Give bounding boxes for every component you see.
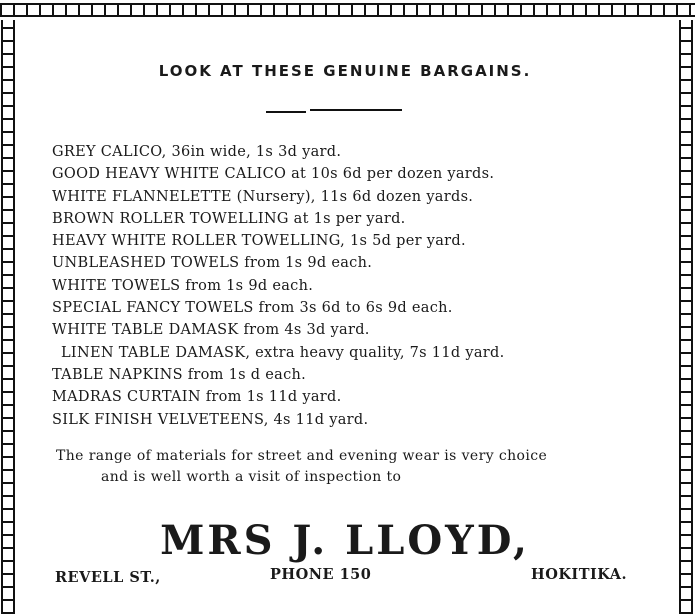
decorative-rule <box>262 108 402 114</box>
bargain-item: HEAVY WHITE ROLLER TOWELLING, 1s 5d per yard. <box>52 233 466 250</box>
bargain-item: MADRAS CURTAIN from 1s 11d yard. <box>52 389 342 406</box>
bargain-item: TABLE NAPKINS from 1s d each. <box>52 366 307 383</box>
rule-segment-long <box>310 109 402 111</box>
bargain-item: GOOD HEAVY WHITE CALICO at 10s 6d per dozen yards. <box>52 166 495 183</box>
ornamental-border-top <box>0 0 695 22</box>
bargain-item: WHITE TABLE DAMASK from 4s 3d yard. <box>52 322 370 339</box>
blurb-line-1: The range of materials for street and evening wear is very choice <box>56 448 548 464</box>
advert-headline: LOOK AT THESE GENUINE BARGAINS. <box>158 62 532 80</box>
merchant-name: MRS J. LLOYD, <box>160 517 530 564</box>
blurb-line-2: and is well worth a visit of inspection to <box>101 469 402 485</box>
bargain-item: UNBLEASHED TOWELS from 1s 9d each. <box>52 255 373 272</box>
bargain-item: WHITE FLANNELETTE (Nursery), 11s 6d dozen yards. <box>52 188 474 205</box>
bargain-item: WHITE TOWELS from 1s 9d each. <box>52 277 314 294</box>
bargain-list <box>52 141 505 431</box>
rule-segment-short <box>266 111 306 113</box>
advert-blurb <box>56 446 676 488</box>
bargain-item: SILK FINISH VELVETEENS, 4s 11d yard. <box>52 411 369 428</box>
street-address: REVELL ST., <box>55 569 161 586</box>
bargain-item: GREY CALICO, 36in wide, 1s 3d yard. <box>52 144 342 160</box>
bargain-item: BROWN ROLLER TOWELLING at 1s per yard. <box>52 210 406 227</box>
bargain-item: LINEN TABLE DAMASK, extra heavy quality, 7s 11d yard. <box>61 344 505 361</box>
town-name: HOKITIKA. <box>531 566 628 583</box>
bargain-item: SPECIAL FANCY TOWELS from 3s 6d to 6s 9d each. <box>52 300 453 317</box>
phone-number: PHONE 150 <box>270 566 372 583</box>
